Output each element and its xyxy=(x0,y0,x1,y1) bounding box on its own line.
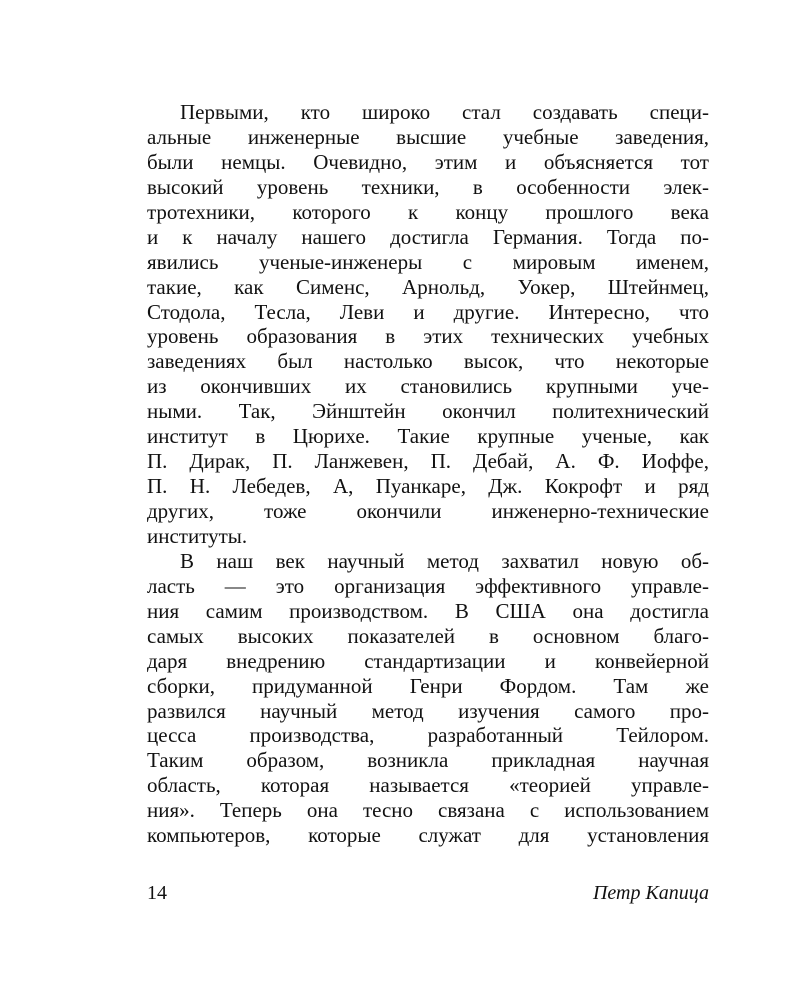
text-line: Первыми, кто широко стал создавать специ- xyxy=(180,100,709,124)
page-number: 14 xyxy=(147,882,167,904)
text-line: Таким образом, возникла прикладная научная xyxy=(147,748,709,773)
text-line: самых высоких показателей в основном благо- xyxy=(147,623,709,648)
text-line: тротехники, которого к концу прошлого века xyxy=(147,199,709,224)
text-line: компьютеров, которые служат для установления xyxy=(147,823,709,848)
text-line: высокий уровень техники, в особенности элек- xyxy=(147,174,709,199)
text-line: альные инженерные высшие учебные заведения, xyxy=(147,124,709,149)
text-line: развился научный метод изучения самого про- xyxy=(147,698,709,723)
paragraph-2 xyxy=(147,549,709,848)
page-body xyxy=(147,100,709,848)
text-line: институты. xyxy=(147,523,248,548)
text-line: даря внедрению стандартизации и конвейерной xyxy=(147,648,709,673)
text-line: явились ученые-инженеры с мировым именем, xyxy=(147,249,709,274)
text-line: ласть — это организация эффективного управле- xyxy=(147,573,709,598)
text-line: ния». Теперь она тесно связана с использованием xyxy=(147,798,709,823)
text-line: институт в Цюрихе. Такие крупные ученые, как xyxy=(147,424,709,449)
text-line: П. Дирак, П. Ланжевен, П. Дебай, А. Ф. Иоффе, xyxy=(147,449,709,474)
text-line: П. Н. Лебедев, А, Пуанкаре, Дж. Кокрофт и ряд xyxy=(147,474,709,499)
text-line: других, тоже окончили инженерно-технические xyxy=(147,499,709,523)
text-line: такие, как Сименс, Арнольд, Уокер, Штейнмец, xyxy=(147,274,709,299)
text-line: ными. Так, Эйнштейн окончил политехнический xyxy=(147,399,709,424)
text-line: область, которая называется «теорией управле- xyxy=(147,773,709,798)
text-line: цесса производства, разработанный Тейлором. xyxy=(147,723,709,748)
text-line: сборки, придуманной Генри Фордом. Там же xyxy=(147,673,709,698)
text-line: В наш век научный метод захватил новую об- xyxy=(180,548,709,573)
paragraph-1 xyxy=(147,100,709,549)
text-line: заведениях был настолько высок, что некоторые xyxy=(147,349,709,374)
page-footer xyxy=(147,882,709,908)
text-line: уровень образования в этих технических учебных xyxy=(147,324,709,349)
text-line: и к началу нашего достигла Германия. Тогда по- xyxy=(147,224,709,249)
text-line: ния самим производством. В США она достигла xyxy=(147,598,709,623)
running-title: Петр Капица xyxy=(592,882,709,904)
text-line: из окончивших их становились крупными уче- xyxy=(147,374,709,399)
text-line: были немцы. Очевидно, этим и объясняется тот xyxy=(147,149,709,174)
text-line: Стодола, Тесла, Леви и другие. Интересно, что xyxy=(147,299,709,324)
